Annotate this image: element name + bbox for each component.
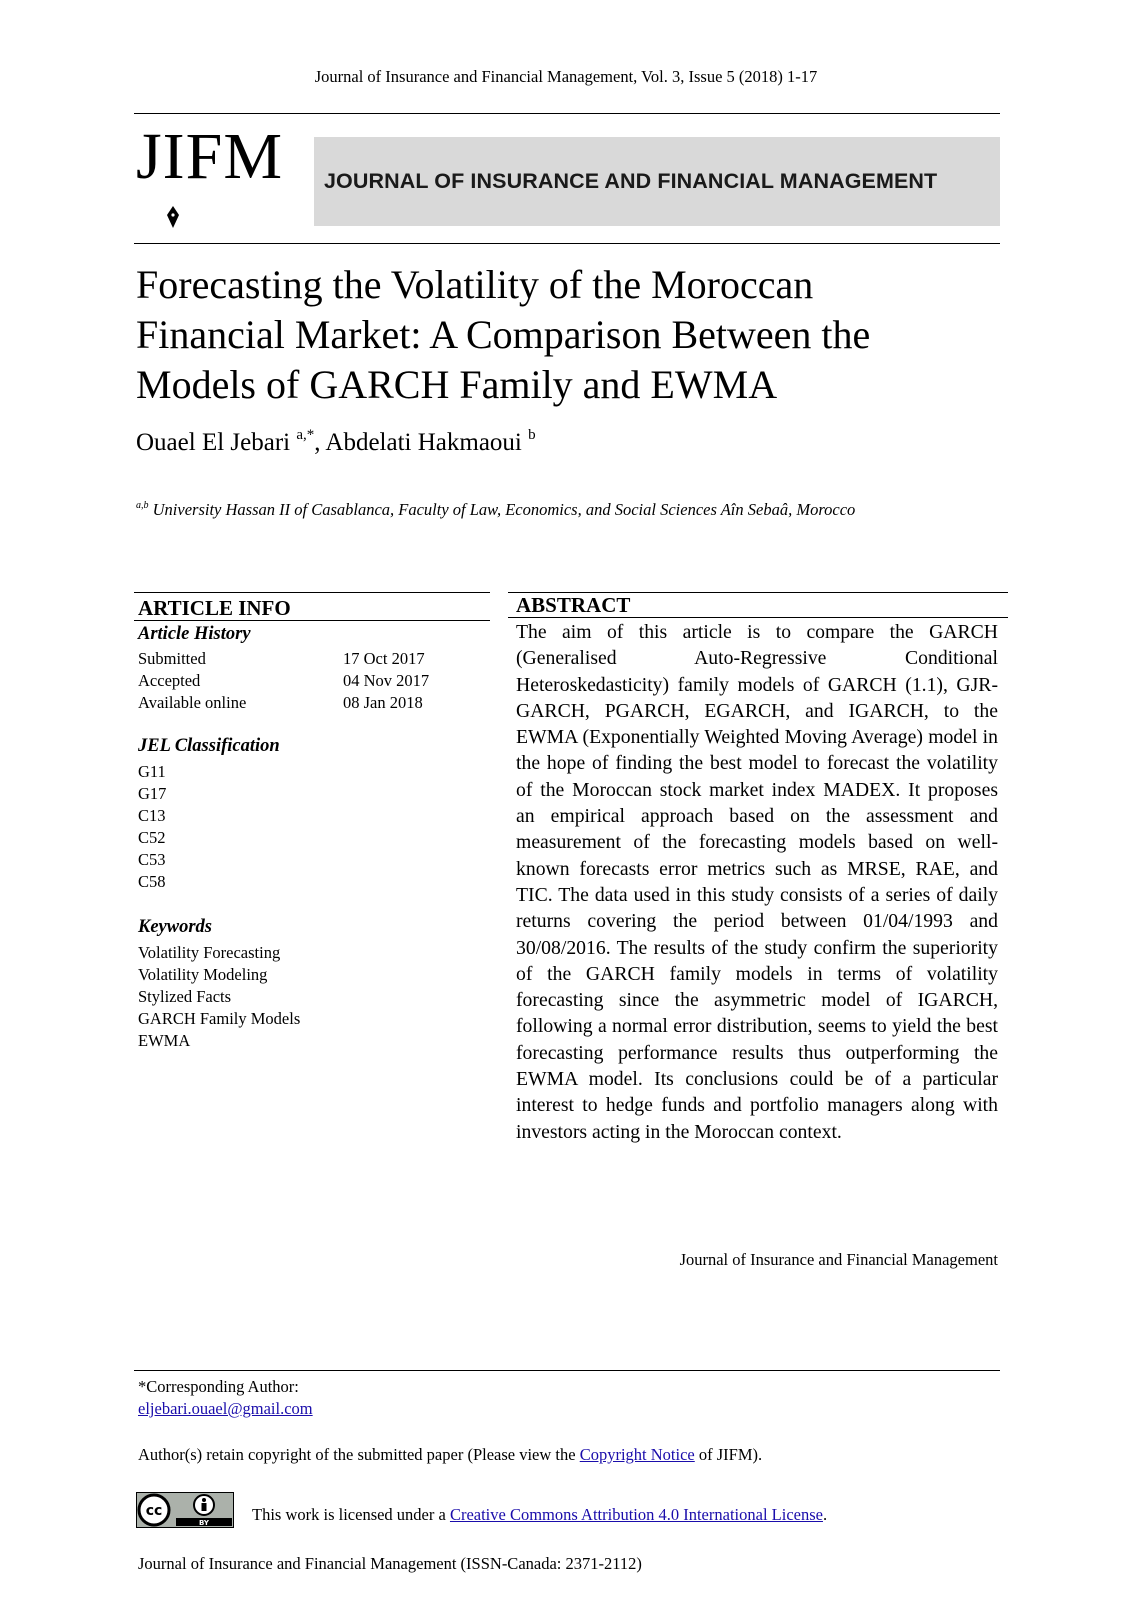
- keyword: Stylized Facts: [138, 987, 232, 1006]
- abstract-journal-name: Journal of Insurance and Financial Management: [679, 1250, 998, 1269]
- header-rule-bottom: [134, 243, 1000, 244]
- keyword: Volatility Forecasting: [138, 943, 281, 962]
- journal-logo: [136, 120, 306, 224]
- jel-code: C58: [138, 872, 166, 891]
- cc-by-label: BY: [198, 1519, 210, 1527]
- abstract-rule-bottom: [508, 617, 1008, 618]
- abstract-text: The aim of this article is to compare the GARCH (Generalised Auto-Regressive Conditional Heteroskedasticity) family models of GARCH (1.1), GJR-GARCH, PGARCH, EGARCH, and IGARCH, to the EWMA (Exponentially Weighted Moving Average) model in the hope of finding the best model to forecast the volatility of the Moroccan stock market index MADEX. It proposes an empirical approach based on the assessment and measurement of the forecasting models based on well-known forecasts error metrics such as MRSE, RAE, and TIC. The data used in this study consists of a series of daily returns covering the period between 01/04/1993 and 30/08/2016. The results of the study confirm the superiority of the GARCH family models in terms of volatility forecasting since the asymmetric model of IGARCH, following a normal error distribution, seems to yield the best forecasting performance results thus outperforming the EWMA model. Its conclusions could be of a particular interest to hedge funds and portfolio managers along with investors acting in the Moroccan context.: [516, 621, 998, 1143]
- author-separator: ,: [314, 429, 326, 456]
- affiliation: [136, 500, 855, 520]
- history-row: [138, 648, 458, 670]
- title-line: Models of GARCH Family and EWMA: [136, 362, 778, 407]
- author-name: Abdelati Hakmaoui: [325, 429, 522, 456]
- author-list: [136, 427, 536, 457]
- author-affiliation-mark: b: [528, 427, 536, 443]
- history-label: Available online: [138, 693, 247, 712]
- rights-text: of JIFM).: [694, 1445, 763, 1464]
- history-label: Submitted: [138, 649, 206, 668]
- pen-nib-icon: [166, 206, 180, 228]
- article-info-rule-bottom: [134, 620, 490, 621]
- jel-heading: JEL Classification: [138, 736, 280, 756]
- header-rule-top: [134, 113, 1000, 114]
- jel-code: G17: [138, 784, 167, 803]
- history-date: 04 Nov 2017: [343, 671, 430, 690]
- svg-text:cc: cc: [145, 1503, 163, 1519]
- abstract-heading: ABSTRACT: [516, 593, 631, 617]
- license-text: .: [822, 1505, 828, 1524]
- keywords-heading: Keywords: [138, 917, 212, 937]
- footnote-rule: [134, 1370, 1000, 1371]
- jel-code: C52: [138, 828, 166, 847]
- paper-title: [136, 260, 996, 410]
- corresponding-label: *Corresponding Author:: [138, 1377, 299, 1396]
- affiliation-mark: a,b: [136, 500, 149, 511]
- history-date: 08 Jan 2018: [343, 693, 423, 712]
- license-text: This work is licensed under a: [252, 1505, 450, 1524]
- affiliation-text: University Hassan II of Casablanca, Faculty of Law, Economics, and Social Sciences Aîn Sebaâ, Morocco: [152, 500, 856, 519]
- article-info-heading: ARTICLE INFO: [138, 596, 291, 620]
- article-history: [138, 648, 458, 714]
- jel-list: [138, 761, 166, 893]
- copyright-notice-link[interactable]: Copyright Notice: [579, 1445, 695, 1464]
- cc-license-link[interactable]: Creative Commons Attribution 4.0 International License: [449, 1505, 823, 1524]
- author-affiliation-mark: a,*: [296, 427, 315, 443]
- banner-text: JOURNAL OF INSURANCE AND FINANCIAL MANAGEMENT: [324, 169, 938, 193]
- page-footer: Journal of Insurance and Financial Management (ISSN-Canada: 2371-2112): [138, 1554, 642, 1573]
- jel-code: C53: [138, 850, 166, 869]
- logo-text: JIFM: [136, 120, 284, 193]
- history-label: Accepted: [138, 671, 201, 690]
- keyword: Volatility Modeling: [138, 965, 268, 984]
- corresponding-author: [138, 1376, 313, 1420]
- jel-code: G11: [138, 762, 166, 781]
- article-info-rule-top: [134, 592, 490, 593]
- journal-banner: [314, 137, 1000, 226]
- keyword: GARCH Family Models: [138, 1009, 301, 1028]
- title-line: Forecasting the Volatility of the Moroccan: [136, 262, 814, 307]
- keyword: EWMA: [138, 1031, 191, 1050]
- history-date: 17 Oct 2017: [343, 649, 425, 668]
- author-name: Ouael El Jebari: [136, 429, 291, 456]
- author-email-link[interactable]: eljebari.ouael@gmail.com: [138, 1399, 313, 1418]
- title-line: Financial Market: A Comparison Between the: [136, 312, 871, 357]
- history-row: [138, 692, 458, 714]
- running-head: Journal of Insurance and Financial Management, Vol. 3, Issue 5 (2018) 1-17: [314, 67, 818, 86]
- rights-text: Author(s) retain copyright of the submitted paper (Please view the: [138, 1445, 580, 1464]
- keyword-list: [138, 942, 300, 1052]
- cc-by-license-badge[interactable]: [136, 1492, 234, 1528]
- article-history-heading: Article History: [138, 624, 251, 644]
- license-statement: [252, 1505, 827, 1525]
- history-row: [138, 670, 458, 692]
- jel-code: C13: [138, 806, 166, 825]
- copyright-statement: [138, 1445, 762, 1465]
